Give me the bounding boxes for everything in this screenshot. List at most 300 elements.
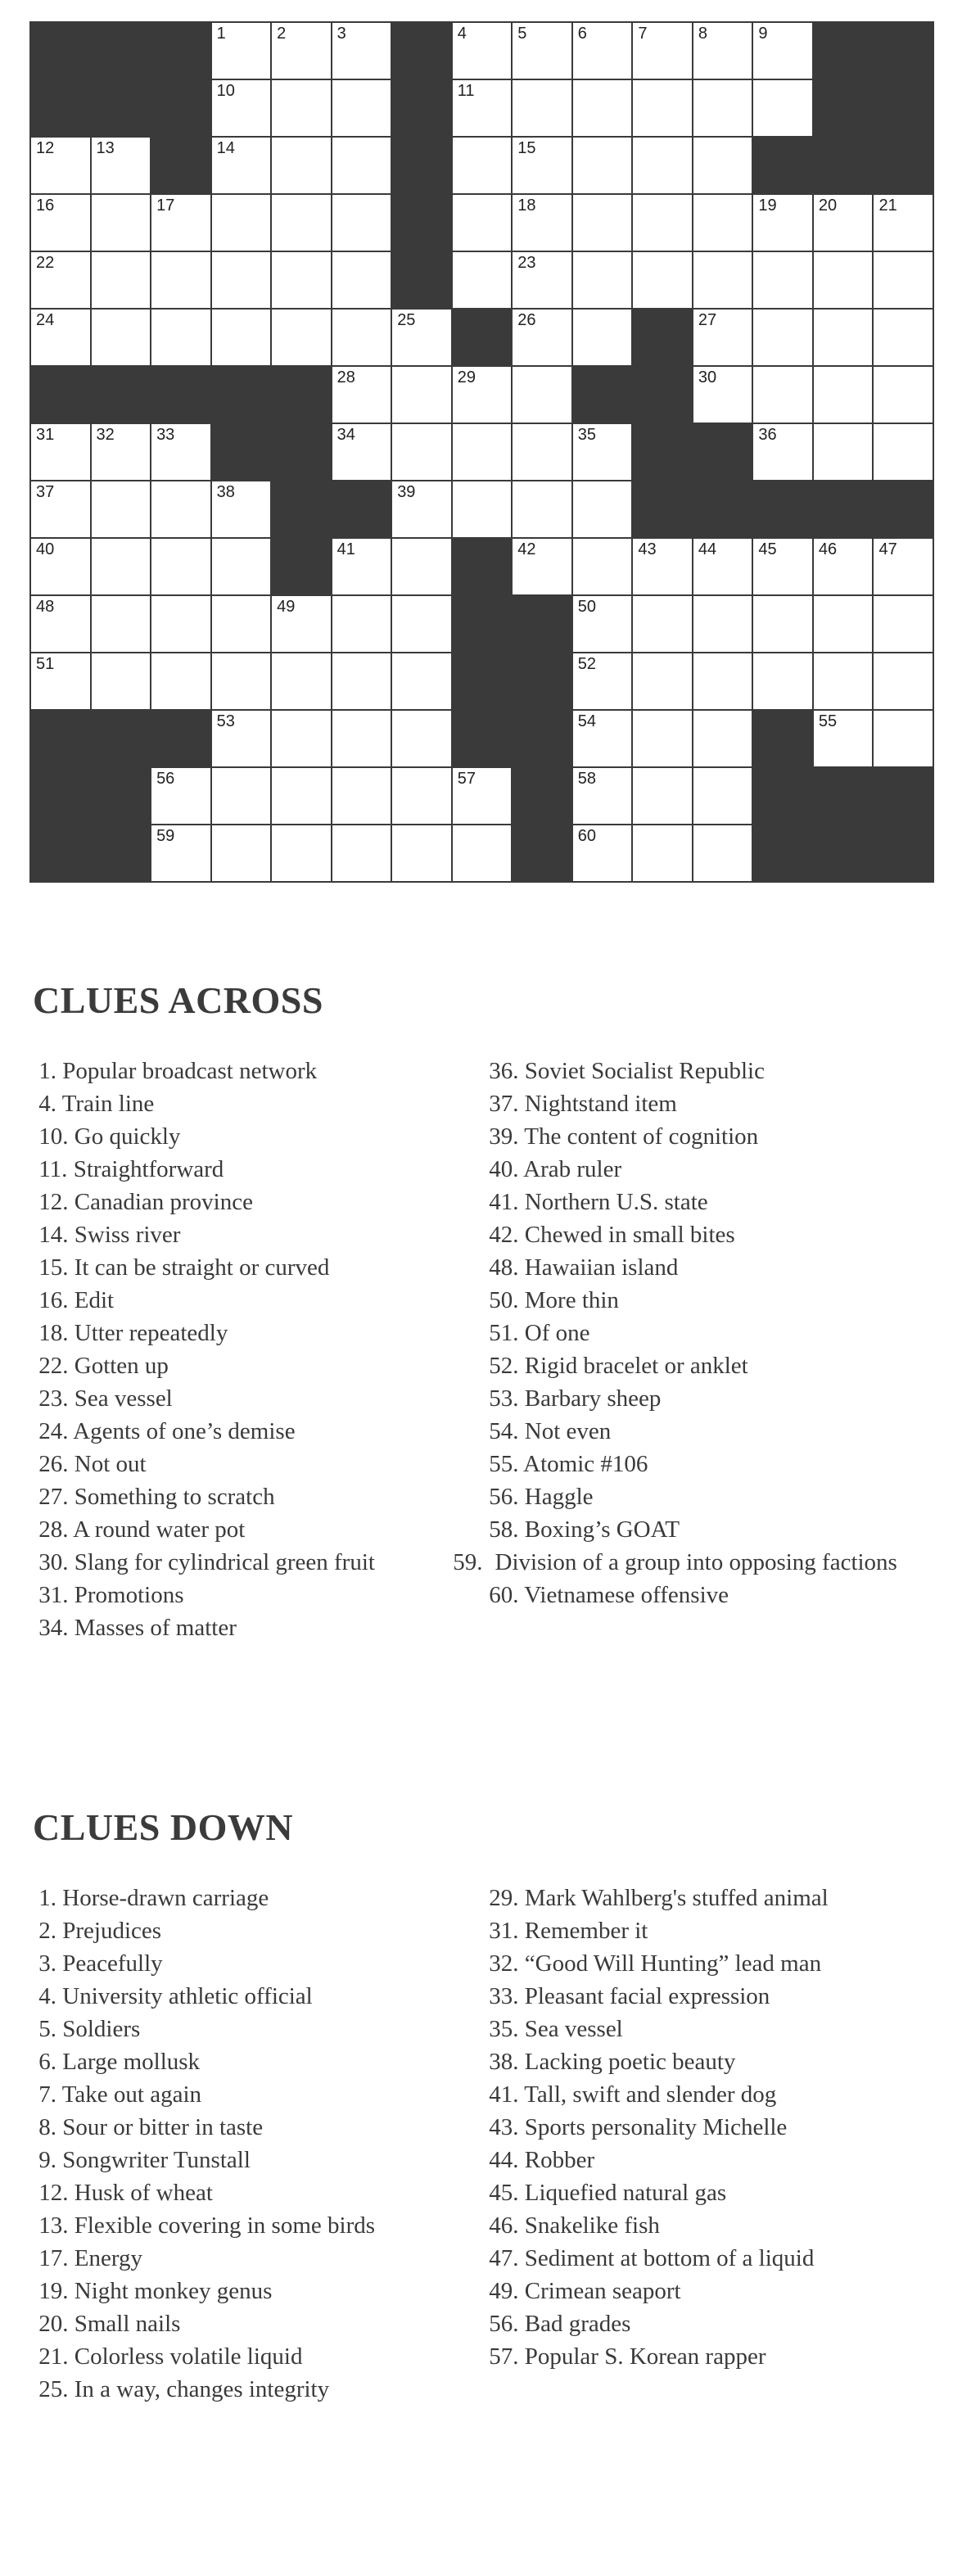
cell-number: 30 [698,368,717,386]
clue-item [483,2209,933,2242]
grid-cell[interactable] [212,768,271,824]
clues-across-section [33,978,933,1644]
clue-text: Go quickly [74,1123,181,1150]
clue-text: Husk of wheat [74,2180,213,2206]
grid-cells [29,21,934,883]
grid-cell[interactable] [31,310,90,365]
grid-cell[interactable] [753,596,812,652]
clue-text: Slang for cylindrical green fruit [74,1549,375,1575]
clue-number: 31. [38,1582,69,1608]
clue-item [33,1415,483,1448]
grid-cell[interactable] [693,252,752,308]
clue-text: Liquefied natural gas [524,2180,727,2206]
clue-number: 28. [38,1516,69,1543]
grid-cell[interactable] [573,768,632,824]
black-square [753,711,812,766]
grid-cell[interactable] [573,80,632,136]
clue-text: Snakelike fish [524,2212,660,2239]
grid-cell[interactable] [573,596,632,652]
grid-cell[interactable] [453,768,512,824]
grid-cell[interactable] [332,367,391,423]
grid-cell[interactable] [332,424,391,480]
grid-cell[interactable] [753,80,812,136]
clue-number: 19. [38,2278,69,2304]
grid-cell[interactable] [453,825,512,881]
clues-down-right [483,1882,933,2406]
cell-number: 7 [638,25,648,43]
grid-cell[interactable] [151,252,210,308]
clue-text: More thin [524,1287,619,1313]
grid-cell[interactable] [814,539,873,594]
grid-cell[interactable] [272,768,331,824]
clue-number: 30. [38,1549,69,1575]
grid-cell[interactable] [392,711,451,766]
grid-cell[interactable] [513,367,571,423]
grid-cell[interactable] [453,80,512,136]
grid-cell[interactable] [753,653,812,709]
clue-number: 56. [489,2311,519,2337]
black-square [633,424,692,480]
grid-cell[interactable] [753,539,812,594]
cell-number: 25 [397,311,416,329]
clue-item [483,2242,933,2275]
clue-text: Lacking poetic beauty [524,2049,736,2075]
grid-cell[interactable] [874,424,933,480]
grid-cell[interactable] [573,138,632,193]
cell-number: 45 [758,540,777,558]
grid-cell[interactable] [573,711,632,766]
clue-item [33,1284,483,1317]
clue-number: 8. [38,2114,56,2140]
black-square [92,367,151,423]
clue-number: 46. [489,2212,519,2239]
grid-cell[interactable] [693,711,752,766]
grid-cell[interactable] [874,195,933,251]
cell-number: 28 [336,368,355,386]
clue-number: 52. [489,1353,519,1379]
grid-cell[interactable] [151,424,210,480]
grid-cell[interactable] [753,367,812,423]
clue-number: 13. [38,2212,69,2239]
grid-cell[interactable] [151,481,210,537]
grid-cell[interactable] [453,138,512,193]
grid-cell[interactable] [92,310,151,365]
black-square [92,711,151,766]
grid-cell[interactable] [573,539,632,594]
black-square [814,23,873,79]
clue-item [483,1980,933,2013]
grid-cell[interactable] [573,424,632,480]
grid-cell[interactable] [31,252,90,308]
grid-cell[interactable] [573,825,632,881]
clues-down-left [33,1882,483,2406]
cell-number: 60 [577,827,597,845]
clue-item [33,2013,483,2045]
grid-cell[interactable] [332,195,391,251]
clue-text: Sea vessel [524,2016,623,2042]
grid-cell[interactable] [392,310,451,365]
black-square [31,711,90,766]
grid-cell[interactable] [31,195,90,251]
clue-item [483,2144,933,2176]
grid-cell[interactable] [212,195,271,251]
clue-item [483,2111,933,2144]
grid-cell[interactable] [332,252,391,308]
grid-cell[interactable] [332,23,391,79]
cell-number: 24 [36,311,55,329]
clue-text: It can be straight or curved [74,1254,330,1281]
grid-cell[interactable] [272,653,331,709]
clue-number: 15. [38,1254,69,1281]
grid-cell[interactable] [573,252,632,308]
grid-cell[interactable] [272,310,331,365]
grid-cell[interactable] [92,596,151,652]
cell-number: 8 [698,25,707,43]
clue-number: 41. [489,2081,519,2108]
clue-number: 22. [38,1353,69,1379]
grid-cell[interactable] [272,596,331,652]
cell-number: 17 [156,197,175,215]
black-square [151,23,210,79]
clue-item [483,1579,933,1611]
grid-cell[interactable] [513,310,571,365]
grid-cell[interactable] [874,596,933,652]
clue-text: Edit [74,1287,115,1313]
clue-text: Flexible covering in some birds [74,2212,376,2239]
black-square [573,367,632,423]
grid-cell[interactable] [753,252,812,308]
clue-item [33,2307,483,2340]
grid-cell[interactable] [272,80,331,136]
grid-cell[interactable] [513,23,571,79]
grid-cell[interactable] [92,138,151,193]
clue-text: Agents of one’s demise [73,1418,296,1444]
grid-cell[interactable] [874,653,933,709]
grid-cell[interactable] [31,653,90,709]
grid-cell[interactable] [453,481,512,537]
clue-text: Hawaiian island [524,1254,679,1281]
cell-number: 6 [577,25,587,43]
black-square [814,768,873,824]
clue-text: Masses of matter [74,1615,237,1641]
grid-cell[interactable] [513,252,571,308]
black-square [392,252,451,308]
grid-cell[interactable] [392,825,451,881]
grid-cell[interactable] [814,195,873,251]
grid-cell[interactable] [92,653,151,709]
grid-cell[interactable] [874,310,933,365]
grid-cell[interactable] [272,138,331,193]
grid-cell[interactable] [513,424,571,480]
clue-item [33,1349,483,1382]
black-square [874,481,933,537]
grid-cell[interactable] [31,596,90,652]
grid-cell[interactable] [633,825,692,881]
grid-cell[interactable] [31,481,90,537]
grid-cell[interactable] [92,481,151,537]
clue-number: 35. [489,2016,519,2042]
grid-cell[interactable] [874,539,933,594]
clue-text: “Good Will Hunting” lead man [524,1950,822,1977]
black-square [31,768,90,824]
grid-cell[interactable] [633,711,692,766]
black-square [874,23,933,79]
grid-cell[interactable] [633,596,692,652]
grid-cell[interactable] [332,539,391,594]
grid-cell[interactable] [332,596,391,652]
clue-text: Arab ruler [523,1156,622,1182]
grid-cell[interactable] [573,195,632,251]
cell-number: 39 [397,483,416,501]
clue-number: 4. [38,1091,56,1117]
black-square [151,80,210,136]
grid-cell[interactable] [633,252,692,308]
grid-cell[interactable] [332,80,391,136]
grid-cell[interactable] [814,424,873,480]
grid-cell[interactable] [693,310,752,365]
clue-text: Energy [74,2245,142,2271]
clue-item [33,2144,483,2176]
clue-number: 21. [38,2343,69,2370]
cell-number: 19 [758,197,777,215]
grid-cell[interactable] [753,195,812,251]
grid-cell[interactable] [151,539,210,594]
cell-number: 51 [36,655,55,673]
grid-cell[interactable] [693,23,752,79]
grid-cell[interactable] [753,424,812,480]
grid-cell[interactable] [453,195,512,251]
cell-number: 32 [96,426,115,444]
cell-number: 44 [698,540,717,558]
grid-cell[interactable] [513,195,571,251]
grid-cell[interactable] [31,424,90,480]
clue-text: Take out again [61,2081,202,2108]
grid-cell[interactable] [392,596,451,652]
clue-text: Sports personality Michelle [524,2114,788,2140]
grid-cell[interactable] [633,195,692,251]
grid-cell[interactable] [753,23,812,79]
grid-cell[interactable] [212,539,271,594]
grid-cell[interactable] [212,711,271,766]
grid-cell[interactable] [92,424,151,480]
black-square [272,424,331,480]
grid-cell[interactable] [814,367,873,423]
grid-cell[interactable] [272,23,331,79]
clue-number: 56. [489,1484,519,1510]
grid-cell[interactable] [693,653,752,709]
grid-cell[interactable] [693,80,752,136]
clue-text: Soldiers [62,2016,141,2042]
grid-cell[interactable] [151,310,210,365]
black-square [753,138,812,193]
grid-cell[interactable] [212,252,271,308]
grid-cell[interactable] [332,711,391,766]
grid-cell[interactable] [272,825,331,881]
clue-item [33,2242,483,2275]
grid-cell[interactable] [513,481,571,537]
clue-text: Colorless volatile liquid [74,2343,303,2370]
grid-cell[interactable] [633,138,692,193]
black-square [814,825,873,881]
clue-text: The content of cognition [524,1123,759,1150]
cell-number: 9 [758,25,768,43]
clue-number: 37. [489,1091,519,1117]
grid-cell[interactable] [332,138,391,193]
grid-cell[interactable] [513,539,571,594]
grid-cell[interactable] [693,539,752,594]
grid-cell[interactable] [573,310,632,365]
clue-item [33,1153,483,1186]
grid-cell[interactable] [693,367,752,423]
grid-cell[interactable] [633,539,692,594]
grid-cell[interactable] [212,138,271,193]
cell-number: 49 [277,598,296,616]
grid-cell[interactable] [633,653,692,709]
clue-text: Nightstand item [524,1091,677,1117]
grid-cell[interactable] [693,596,752,652]
clue-text: Canadian province [74,1189,253,1215]
clue-text: Songwriter Tunstall [62,2147,251,2173]
grid-cell[interactable] [513,80,571,136]
cell-number: 13 [96,139,115,157]
clue-text: Train line [61,1091,155,1117]
grid-cell[interactable] [151,195,210,251]
black-square [453,653,512,709]
grid-cell[interactable] [212,80,271,136]
black-square [513,596,571,652]
grid-cell[interactable] [693,825,752,881]
grid-cell[interactable] [151,825,210,881]
grid-cell[interactable] [453,23,512,79]
black-square [212,367,271,423]
grid-cell[interactable] [212,825,271,881]
grid-cell[interactable] [573,653,632,709]
clue-item [483,2176,933,2209]
clue-text: Popular S. Korean rapper [524,2343,766,2370]
grid-cell[interactable] [392,424,451,480]
clue-number: 58. [489,1516,519,1543]
cell-number: 37 [36,483,55,501]
grid-cell[interactable] [633,80,692,136]
clue-item [33,2111,483,2144]
clue-item [483,1914,933,1947]
grid-cell[interactable] [453,367,512,423]
grid-cell[interactable] [272,252,331,308]
grid-cell[interactable] [332,310,391,365]
grid-cell[interactable] [151,768,210,824]
grid-cell[interactable] [392,768,451,824]
grid-cell[interactable] [693,195,752,251]
grid-cell[interactable] [874,711,933,766]
grid-cell[interactable] [814,252,873,308]
grid-cell[interactable] [814,711,873,766]
grid-cell[interactable] [151,653,210,709]
grid-cell[interactable] [212,596,271,652]
clue-number: 16. [38,1287,69,1313]
grid-cell[interactable] [513,138,571,193]
black-square [814,80,873,136]
grid-cell[interactable] [272,195,331,251]
grid-cell[interactable] [212,481,271,537]
black-square [513,711,571,766]
clue-number: 51. [489,1320,519,1346]
grid-cell[interactable] [753,310,812,365]
black-square [392,80,451,136]
grid-cell[interactable] [392,481,451,537]
black-square [392,138,451,193]
grid-cell[interactable] [392,367,451,423]
grid-cell[interactable] [92,252,151,308]
grid-cell[interactable] [332,825,391,881]
clue-text: A round water pot [73,1516,246,1543]
grid-cell[interactable] [573,481,632,537]
black-square [814,138,873,193]
grid-cell[interactable] [272,711,331,766]
clue-number: 27. [38,1484,69,1510]
cell-number: 21 [878,197,897,215]
grid-cell[interactable] [332,653,391,709]
clue-item [33,2340,483,2373]
clue-item [483,1055,933,1087]
grid-cell[interactable] [573,23,632,79]
black-square [513,768,571,824]
black-square [753,768,812,824]
grid-cell[interactable] [814,596,873,652]
clue-number: 12. [38,2180,69,2206]
grid-cell[interactable] [633,23,692,79]
grid-cell[interactable] [693,768,752,824]
clue-item [33,1382,483,1415]
cell-number: 16 [36,197,55,215]
cell-number: 20 [818,197,838,215]
grid-cell[interactable] [874,367,933,423]
grid-cell[interactable] [31,539,90,594]
grid-cell[interactable] [392,653,451,709]
black-square [753,481,812,537]
grid-cell[interactable] [212,310,271,365]
black-square [92,825,151,881]
grid-cell[interactable] [633,768,692,824]
grid-cell[interactable] [92,539,151,594]
grid-cell[interactable] [453,252,512,308]
grid-cell[interactable] [814,653,873,709]
cell-number: 58 [577,770,597,788]
clue-text: Sediment at bottom of a liquid [524,2245,815,2271]
clue-item [33,1980,483,2013]
clue-number: 26. [38,1451,69,1477]
cell-number: 1 [216,25,226,43]
grid-cell[interactable] [212,653,271,709]
grid-cell[interactable] [332,768,391,824]
clue-item [33,1513,483,1546]
grid-cell[interactable] [212,23,271,79]
grid-cell[interactable] [31,138,90,193]
cell-number: 47 [878,540,897,558]
cell-number: 4 [457,25,467,43]
black-square [151,138,210,193]
grid-cell[interactable] [392,539,451,594]
grid-cell[interactable] [92,195,151,251]
black-square [874,825,933,881]
grid-cell[interactable] [874,252,933,308]
grid-cell[interactable] [814,310,873,365]
grid-cell[interactable] [151,596,210,652]
grid-cell[interactable] [453,424,512,480]
clue-item [33,1914,483,1947]
grid-cell[interactable] [693,138,752,193]
cell-number: 33 [156,426,175,444]
clue-number: 54. [489,1418,519,1444]
